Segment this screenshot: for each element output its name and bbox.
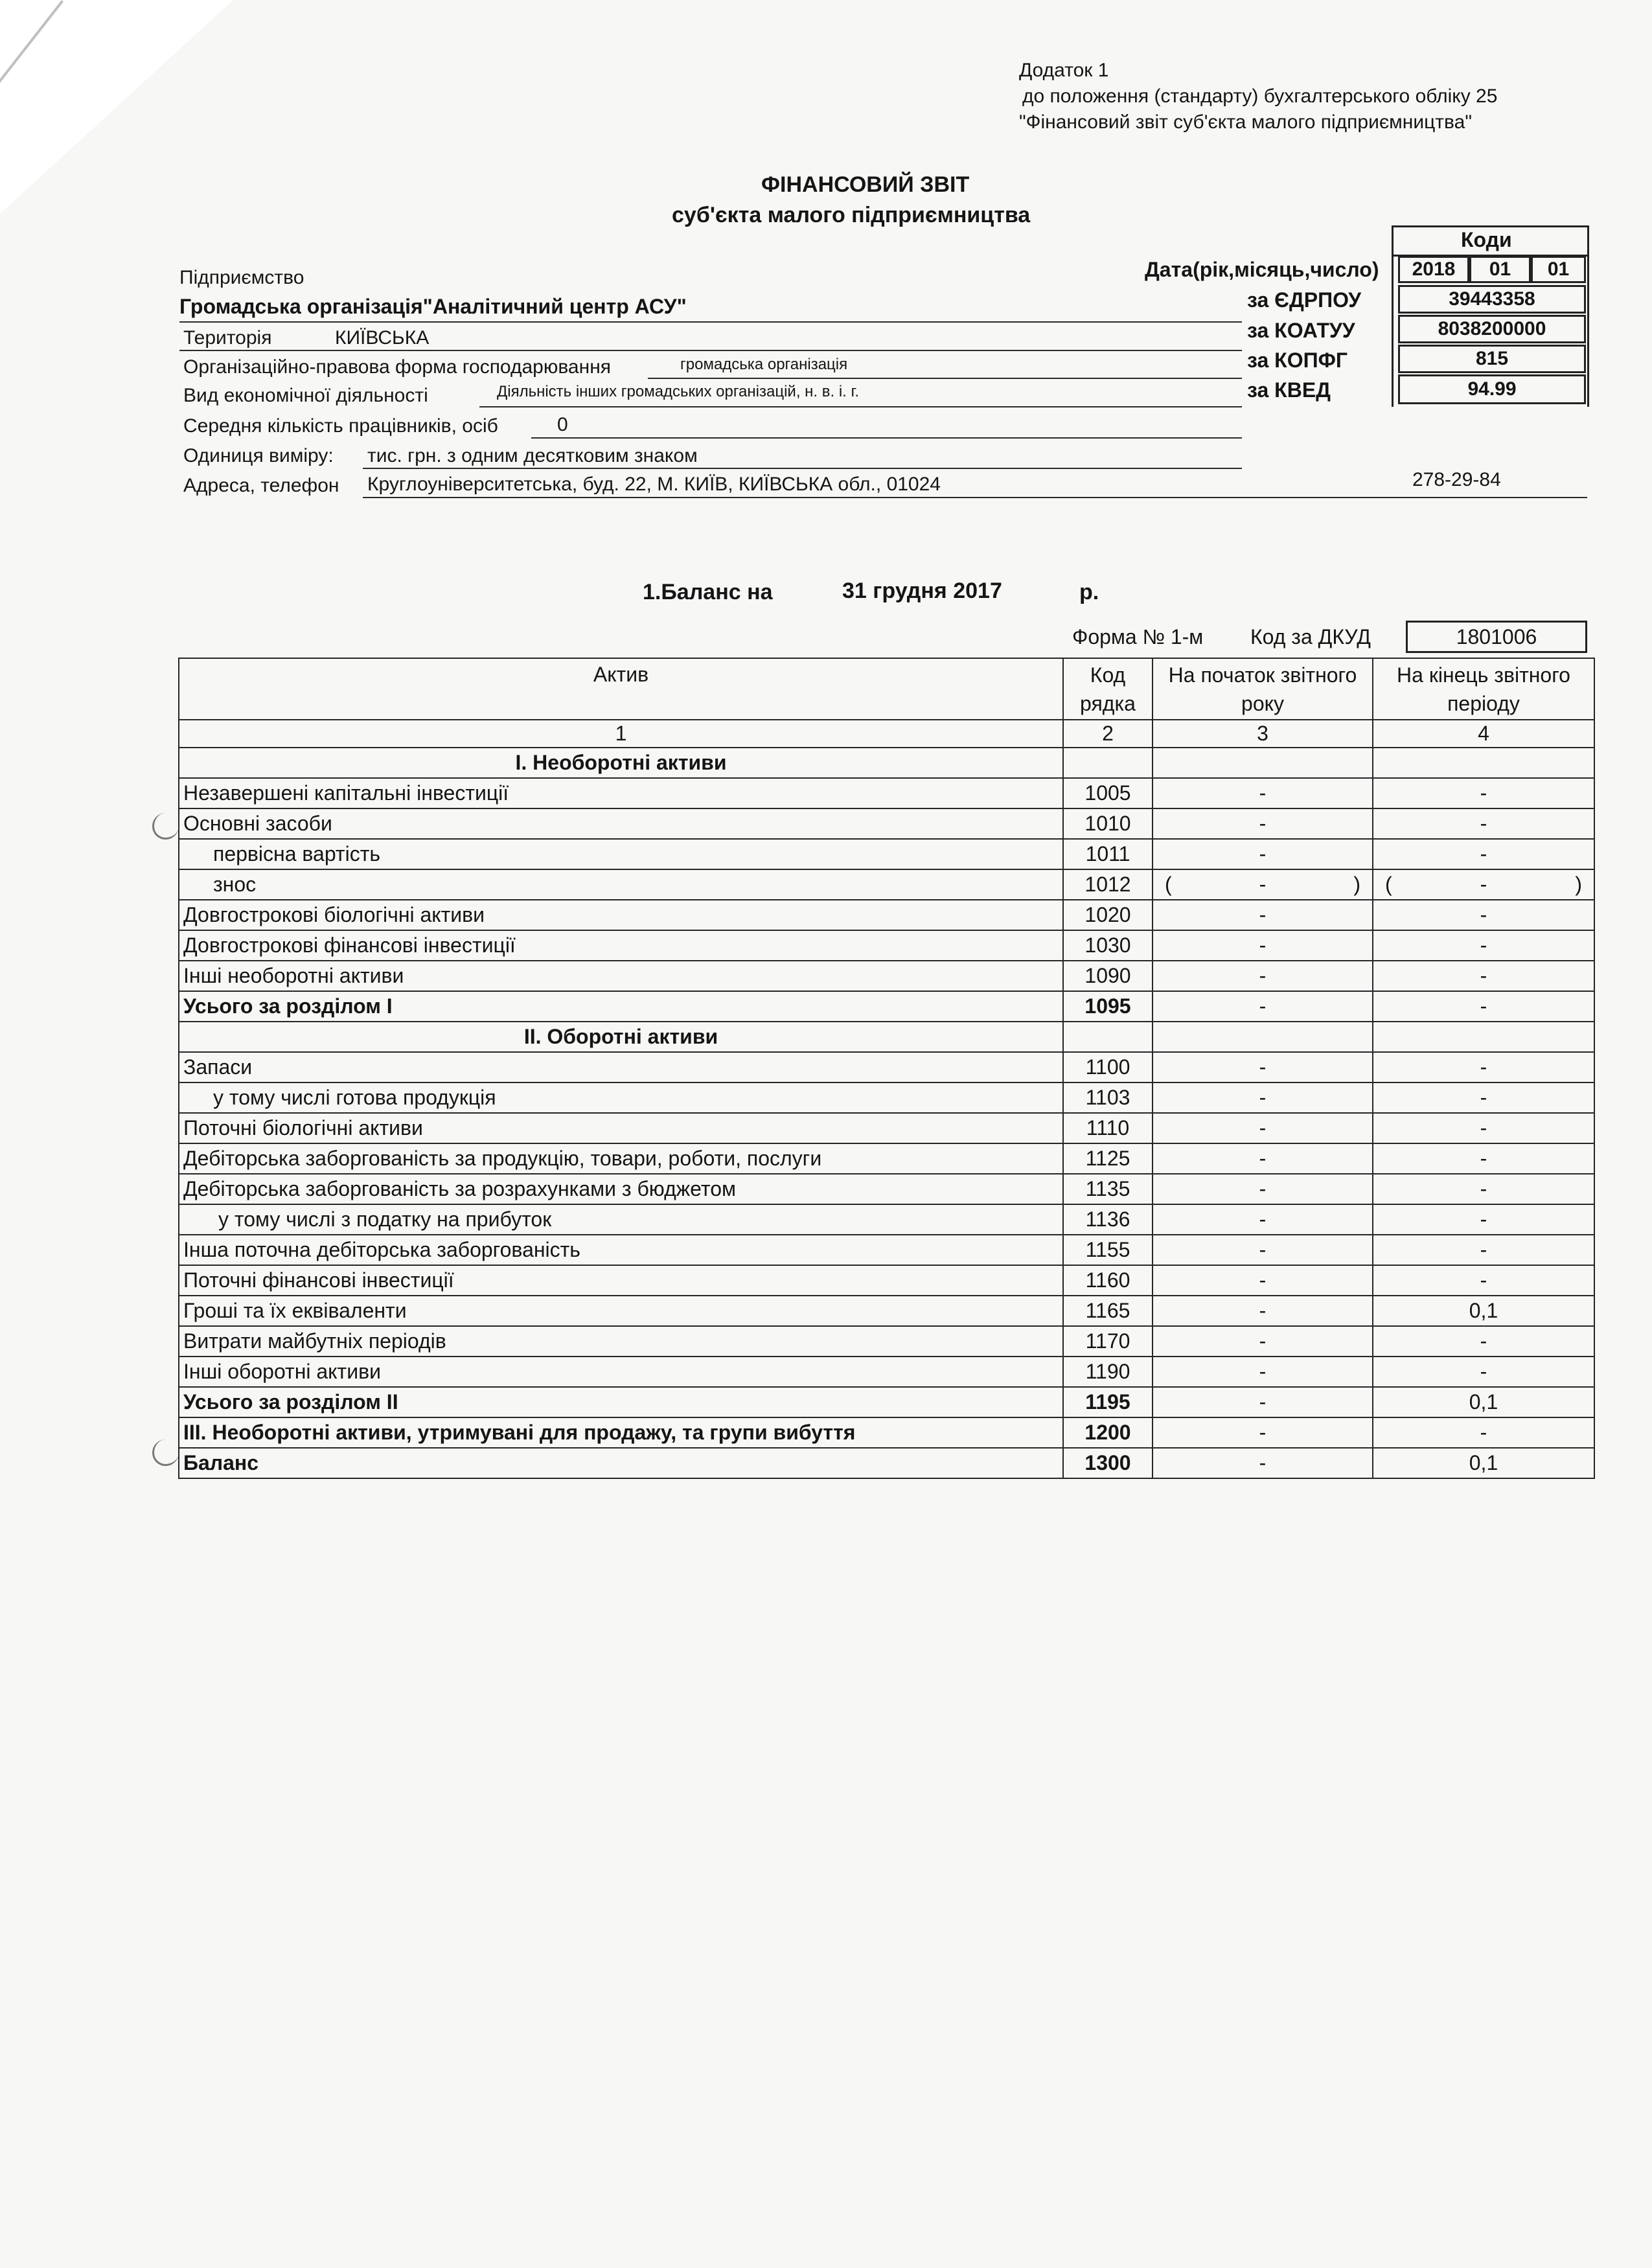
row-start-value: -	[1153, 1326, 1373, 1357]
row-end-value: -	[1373, 1204, 1594, 1235]
address-underline	[363, 497, 1587, 498]
row-start-value: -	[1153, 1387, 1373, 1417]
activity-value: Діяльність інших громадських організацій, н. в. і. г.	[497, 383, 859, 400]
table-row	[179, 1174, 1594, 1204]
col-number-2: 2	[1063, 720, 1153, 748]
row-start-value: -	[1153, 1265, 1373, 1296]
row-code: 1300	[1063, 1448, 1153, 1478]
row-code: 1160	[1063, 1265, 1153, 1296]
table-row	[179, 1296, 1594, 1326]
table-row	[179, 1052, 1594, 1082]
table-row	[179, 869, 1594, 900]
row-start-value	[1153, 1022, 1373, 1052]
unit-label: Одиниця виміру:	[183, 445, 334, 466]
date-day: 01	[1531, 256, 1586, 283]
balance-body	[179, 748, 1594, 1478]
table-row	[179, 1143, 1594, 1174]
row-label: Запаси	[179, 1052, 1063, 1082]
row-end-value	[1373, 748, 1594, 778]
row-end-value: 0,1	[1373, 1448, 1594, 1478]
row-start-value: -	[1153, 1174, 1373, 1204]
table-row	[179, 961, 1594, 991]
legal-form-value: громадська організація	[680, 356, 848, 373]
edrpou-label: за ЄДРПОУ	[1247, 288, 1362, 312]
territory-label: Територія	[183, 327, 272, 349]
row-label: Інша поточна дебіторська заборгованість	[179, 1235, 1063, 1265]
row-start-value	[1153, 748, 1373, 778]
col-number-3: 3	[1153, 720, 1373, 748]
row-label: первісна вартість	[179, 839, 1063, 869]
header-end: На кінець звітного періоду	[1373, 658, 1594, 720]
row-start-value: -	[1153, 961, 1373, 991]
row-end-value: -	[1373, 1235, 1594, 1265]
table-row	[179, 1082, 1594, 1113]
header-start: На початок звітного року	[1153, 658, 1373, 720]
report-title: ФІНАНСОВИЙ ЗВІТ	[761, 172, 970, 197]
table-header-row	[179, 658, 1594, 720]
kopfg-label: за КОПФГ	[1247, 349, 1348, 372]
col-number-4: 4	[1373, 720, 1594, 748]
codes-border-right	[1587, 225, 1589, 407]
row-code: 1012	[1063, 869, 1153, 900]
territory-underline	[179, 350, 1242, 351]
dkud-value: 1801006	[1406, 621, 1587, 653]
row-end-value: -	[1373, 1265, 1594, 1296]
row-end-value: -	[1373, 1417, 1594, 1448]
row-code: 1170	[1063, 1326, 1153, 1357]
kved-label: за КВЕД	[1247, 378, 1331, 402]
row-start-value: -	[1153, 1143, 1373, 1174]
row-end-value: 0,1	[1373, 1387, 1594, 1417]
row-end-value: 0,1	[1373, 1296, 1594, 1326]
koatuu-value: 8038200000	[1398, 315, 1586, 343]
row-end-value: -	[1373, 1082, 1594, 1113]
enterprise-label: Підприємство	[179, 267, 304, 288]
col-number-1: 1	[179, 720, 1063, 748]
activity-underline	[479, 406, 1242, 407]
row-code: 1005	[1063, 778, 1153, 808]
row-code: 1103	[1063, 1082, 1153, 1113]
staff-underline	[531, 437, 1242, 439]
row-label: Основні засоби	[179, 808, 1063, 839]
row-start-value: -	[1153, 1113, 1373, 1143]
row-code: 1125	[1063, 1143, 1153, 1174]
row-code: 1135	[1063, 1174, 1153, 1204]
row-label: у тому числі з податку на прибуток	[179, 1204, 1063, 1235]
section-row	[179, 748, 1594, 778]
row-start-value: -	[1153, 1235, 1373, 1265]
row-code	[1063, 1022, 1153, 1052]
row-label: Поточні фінансові інвестиції	[179, 1265, 1063, 1296]
legal-form-label: Організаційно-правова форма господарювання	[183, 356, 611, 378]
row-code	[1063, 748, 1153, 778]
section-row	[179, 1022, 1594, 1052]
row-label: Поточні біологічні активи	[179, 1113, 1063, 1143]
kopfg-value: 815	[1398, 345, 1586, 373]
row-start-value: -	[1153, 900, 1373, 930]
row-code: 1030	[1063, 930, 1153, 961]
row-end-value: -	[1373, 1143, 1594, 1174]
balance-table	[178, 658, 1595, 1479]
dkud-label: Код за ДКУД	[1250, 625, 1371, 648]
balance-suffix: р.	[1079, 580, 1099, 604]
kved-value: 94.99	[1398, 374, 1586, 404]
legal-form-underline	[648, 378, 1242, 379]
header-code: Код рядка	[1063, 658, 1153, 720]
edrpou-value: 39443358	[1398, 285, 1586, 314]
row-start-value: -	[1259, 873, 1267, 896]
row-start-value	[1153, 869, 1373, 900]
row-start-value: -	[1153, 778, 1373, 808]
row-label: Інші необоротні активи	[179, 961, 1063, 991]
row-label: Гроші та їх еквіваленти	[179, 1296, 1063, 1326]
appendix-line-1: Додаток 1	[1019, 60, 1109, 81]
row-code: 1090	[1063, 961, 1153, 991]
table-row	[179, 991, 1594, 1022]
row-end-value: -	[1373, 930, 1594, 961]
table-row	[179, 839, 1594, 869]
phone-value: 278-29-84	[1412, 469, 1501, 490]
row-code: 1110	[1063, 1113, 1153, 1143]
table-row	[179, 778, 1594, 808]
row-code: 1155	[1063, 1235, 1153, 1265]
row-end-value	[1373, 869, 1594, 900]
row-label: II. Оборотні активи	[179, 1022, 1063, 1052]
date-label: Дата(рік,місяць,число)	[1145, 258, 1379, 281]
row-code: 1100	[1063, 1052, 1153, 1082]
table-row	[179, 1448, 1594, 1478]
unit-value: тис. грн. з одним десятковим знаком	[367, 445, 698, 466]
appendix-line-3: "Фінансовий звіт суб'єкта малого підприємництва"	[1019, 111, 1472, 133]
row-label: Усього за розділом I	[179, 991, 1063, 1022]
balance-date: 31 грудня 2017	[842, 578, 1002, 603]
row-code: 1020	[1063, 900, 1153, 930]
row-label: Усього за розділом II	[179, 1387, 1063, 1417]
row-code: 1010	[1063, 808, 1153, 839]
row-end-value: -	[1373, 1174, 1594, 1204]
codes-border-left	[1392, 225, 1394, 407]
row-code: 1190	[1063, 1357, 1153, 1387]
enterprise-underline	[179, 321, 1242, 323]
row-code: 1095	[1063, 991, 1153, 1022]
address-label: Адреса, телефон	[183, 475, 339, 496]
row-code: 1011	[1063, 839, 1153, 869]
row-start-value: -	[1153, 808, 1373, 839]
row-start-value: -	[1153, 1448, 1373, 1478]
table-row	[179, 1204, 1594, 1235]
row-end-value: -	[1373, 961, 1594, 991]
table-row	[179, 1265, 1594, 1296]
row-end-value: -	[1373, 839, 1594, 869]
close-paren: )	[1575, 873, 1582, 896]
unit-underline	[363, 468, 1242, 469]
report-subtitle: суб'єкта малого підприємництва	[672, 203, 1031, 227]
row-end-value: -	[1373, 900, 1594, 930]
table-row	[179, 1113, 1594, 1143]
close-paren: )	[1353, 873, 1360, 896]
row-end-value: -	[1373, 991, 1594, 1022]
codes-header: Коди	[1461, 228, 1512, 251]
balance-title: 1.Баланс на	[643, 580, 773, 604]
row-end-value: -	[1373, 1357, 1594, 1387]
row-end-value	[1373, 1022, 1594, 1052]
staff-value: 0	[557, 414, 568, 435]
activity-label: Вид економічної діяльності	[183, 385, 428, 406]
appendix-line-2: до положення (стандарту) бухгалтерського обліку 25	[1022, 86, 1498, 107]
row-code: 1136	[1063, 1204, 1153, 1235]
row-start-value: -	[1153, 1082, 1373, 1113]
date-year: 2018	[1398, 256, 1469, 283]
row-end-value: -	[1373, 1113, 1594, 1143]
table-row	[179, 1235, 1594, 1265]
row-end-value: -	[1373, 1052, 1594, 1082]
row-start-value: -	[1153, 1296, 1373, 1326]
row-label: Баланс	[179, 1448, 1063, 1478]
koatuu-label: за КОАТУУ	[1247, 319, 1355, 342]
row-end-value: -	[1373, 808, 1594, 839]
header-asset: Актив	[179, 658, 1063, 720]
territory-value: КИЇВСЬКА	[335, 327, 430, 349]
row-label: Незавершені капітальні інвестиції	[179, 778, 1063, 808]
row-start-value: -	[1153, 1052, 1373, 1082]
column-number-row	[179, 720, 1594, 748]
table-row	[179, 1417, 1594, 1448]
table-row	[179, 1326, 1594, 1357]
folded-corner	[0, 0, 233, 214]
punch-hole-mark	[152, 813, 179, 840]
row-start-value: -	[1153, 930, 1373, 961]
open-paren: (	[1165, 873, 1172, 896]
row-label: І. Необоротні активи	[179, 748, 1063, 778]
table-row	[179, 900, 1594, 930]
enterprise-name: Громадська організація"Аналітичний центр АСУ"	[179, 295, 687, 318]
punch-hole-mark	[152, 1439, 179, 1466]
row-start-value: -	[1153, 839, 1373, 869]
row-label: III. Необоротні активи, утримувані для продажу, та групи вибуття	[179, 1417, 1063, 1448]
row-end-value: -	[1373, 778, 1594, 808]
form-number: Форма № 1-м	[1072, 625, 1204, 648]
table-row	[179, 808, 1594, 839]
row-label: Довгострокові фінансові інвестиції	[179, 930, 1063, 961]
codes-border-top	[1392, 225, 1589, 227]
row-code: 1165	[1063, 1296, 1153, 1326]
table-row	[179, 1387, 1594, 1417]
row-start-value: -	[1153, 1357, 1373, 1387]
table-row	[179, 1357, 1594, 1387]
address-value: Кругл​оуніверситетська, буд. 22, М. КИЇВ, КИЇВСЬКА обл., 01024	[367, 474, 941, 495]
open-paren: (	[1385, 873, 1392, 896]
row-label: Дебіторська заборгованість за продукцію, товари, роботи, послуги	[179, 1143, 1063, 1174]
row-start-value: -	[1153, 991, 1373, 1022]
row-label: Витрати майбутніх періодів	[179, 1326, 1063, 1357]
row-label: Інші оборотні активи	[179, 1357, 1063, 1387]
row-start-value: -	[1153, 1204, 1373, 1235]
row-label: знос	[179, 869, 1063, 900]
row-code: 1195	[1063, 1387, 1153, 1417]
row-end-value: -	[1480, 873, 1487, 896]
row-start-value: -	[1153, 1417, 1373, 1448]
row-label: у тому числі готова продукція	[179, 1082, 1063, 1113]
row-label: Довгострокові біологічні активи	[179, 900, 1063, 930]
date-month: 01	[1469, 256, 1531, 283]
row-label: Дебіторська заборгованість за розрахунками з бюджетом	[179, 1174, 1063, 1204]
row-end-value: -	[1373, 1326, 1594, 1357]
row-code: 1200	[1063, 1417, 1153, 1448]
staff-label: Середня кількість працівників, осіб	[183, 415, 498, 437]
table-row	[179, 930, 1594, 961]
